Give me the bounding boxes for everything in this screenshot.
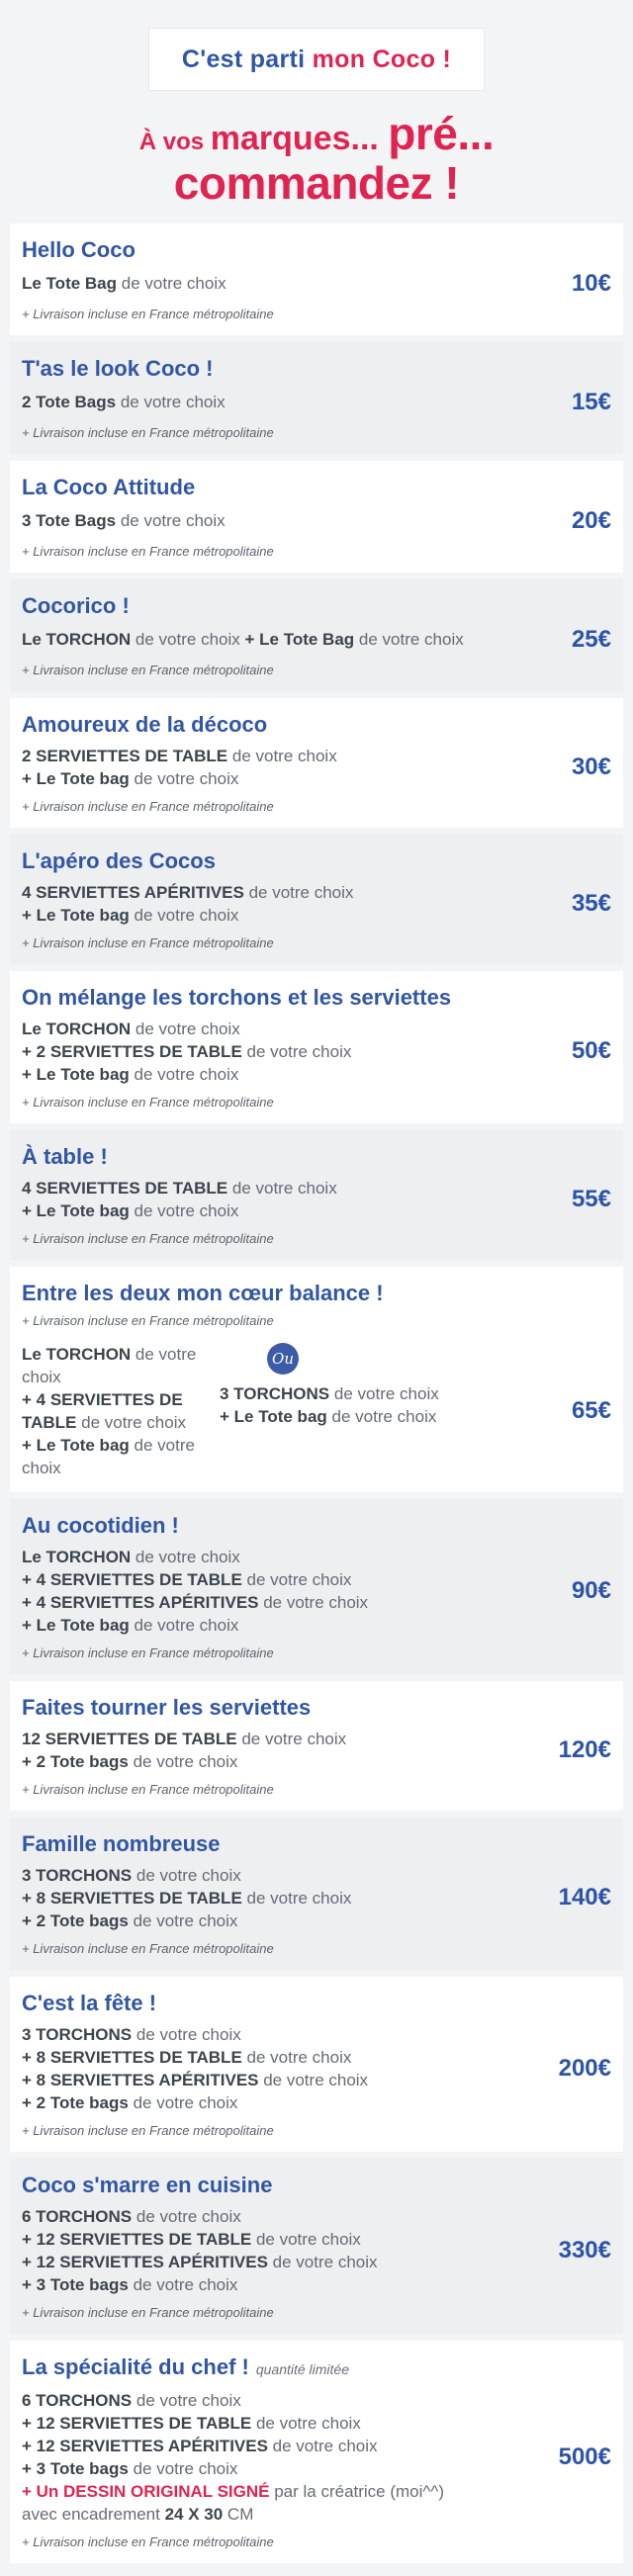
item-product: + 3 Tote bags [22, 2274, 129, 2294]
reward-price: 30€ [571, 753, 611, 780]
shipping-note: + Livraison incluse en France métropolitaine [22, 306, 274, 321]
shipping-note: + Livraison incluse en France métropolitaine [22, 424, 274, 440]
reward-items [22, 1864, 551, 1932]
item-text: de votre choix [131, 630, 245, 650]
item-text: de votre choix [227, 1178, 337, 1198]
reward-title: Amoureux de la décoco [22, 711, 268, 737]
reward-title: La Coco Attitude [22, 474, 196, 499]
tagline-line1 [0, 108, 633, 159]
reward-title: Faites tourner les serviettes [22, 1694, 312, 1720]
reward-item [22, 2023, 551, 2046]
item-product: + 2 SERVIETTES DE TABLE [22, 1041, 242, 1061]
reward-item [22, 881, 564, 904]
reward-item [220, 1382, 564, 1405]
item-text: de votre choix [129, 1200, 239, 1220]
reward-item [22, 1018, 564, 1040]
item-text: de votre choix [243, 882, 354, 902]
item-text: de votre choix [116, 393, 226, 412]
reward-items [22, 2205, 551, 2296]
reward-body [22, 2389, 611, 2526]
item-text: de votre choix [241, 1569, 352, 1589]
reward-item [22, 1199, 564, 1222]
reward-card [10, 461, 623, 573]
item-text: de votre choix [241, 2047, 352, 2067]
reward-body [22, 1864, 611, 1932]
reward-item [22, 1728, 551, 1750]
item-text: de votre choix [251, 2413, 361, 2433]
item-product: + 2 Tote bags [22, 1910, 129, 1930]
reward-price: 330€ [558, 2236, 611, 2264]
reward-body [22, 881, 611, 927]
reward-items [22, 1177, 564, 1222]
item-product: + 4 SERVIETTES APÉRITIVES [22, 1592, 259, 1612]
item-text: de votre choix [227, 746, 337, 765]
title-part-blue: C'est parti [181, 44, 313, 73]
reward-item [22, 767, 564, 790]
item-text: de votre choix [132, 1865, 241, 1885]
reward-card [10, 971, 623, 1123]
reward-price: 55€ [571, 1185, 611, 1212]
reward-body [22, 1343, 611, 1479]
reward-price: 50€ [571, 1037, 611, 1065]
reward-item [22, 2205, 551, 2228]
option-a [22, 1343, 220, 1479]
reward-item [22, 2273, 551, 2296]
reward-item [22, 1434, 220, 1479]
shipping-note: + Livraison incluse en France métropolitaine [22, 798, 274, 814]
shipping-note: + Livraison incluse en France métropolitaine [22, 1781, 274, 1797]
item-product: 2 SERVIETTES DE TABLE [22, 746, 228, 765]
item-product: + 2 Tote bags [22, 1751, 129, 1771]
item-product: + Le Tote bag [220, 1406, 327, 1426]
item-text: de votre choix [129, 1064, 239, 1084]
item-product: + 8 SERVIETTES APÉRITIVES [22, 2070, 259, 2089]
reward-price: 35€ [571, 889, 611, 917]
reward-item [22, 1388, 220, 1434]
item-product: 24 X 30 [164, 2504, 224, 2524]
item-product: 6 TORCHONS [22, 2206, 133, 2226]
reward-item [22, 1614, 564, 1637]
reward-item [22, 1750, 551, 1773]
tagline-marques: marques... [210, 120, 389, 157]
reward-card [10, 223, 623, 335]
reward-items [22, 1018, 564, 1086]
item-text: de votre choix [354, 630, 464, 650]
tagline [0, 108, 633, 209]
tagline-pre: pré... [388, 108, 495, 159]
title-part-pink: mon Coco ! [312, 44, 452, 73]
item-product: + 3 Tote bags [22, 2458, 129, 2478]
reward-item [22, 509, 564, 532]
reward-price: 25€ [571, 625, 611, 653]
reward-title: Cocorico ! [22, 592, 130, 618]
item-text: CM [223, 2504, 254, 2524]
item-text: de votre choix [128, 1910, 238, 1930]
reward-items [22, 391, 564, 413]
reward-title: L'apéro des Cocos [22, 847, 216, 873]
reward-item [22, 1343, 220, 1388]
reward-item [22, 2046, 551, 2069]
reward-card [10, 698, 623, 828]
reward-title: C'est la fête ! [22, 1990, 157, 2015]
item-product: + Le Tote bag [22, 905, 130, 925]
item-text: de votre choix [326, 1406, 437, 1426]
item-product: 2 Tote Bags [22, 393, 117, 412]
item-text: de votre choix [129, 1615, 239, 1635]
reward-price: 200€ [558, 2054, 611, 2082]
reward-price: 20€ [571, 506, 611, 534]
reward-card [10, 1681, 623, 1811]
item-text: de votre choix [131, 1547, 240, 1566]
reward-body [22, 2205, 611, 2296]
reward-title: Au cocotidien ! [22, 1512, 179, 1538]
reward-price: 500€ [558, 2443, 611, 2470]
item-text: de votre choix [329, 1383, 439, 1403]
reward-item [22, 2480, 551, 2503]
shipping-note: + Livraison incluse en France métropolitaine [22, 2122, 274, 2138]
shipping-note: + Livraison incluse en France métropolitaine [22, 1094, 274, 1110]
reward-item [22, 1887, 551, 1910]
reward-item [22, 1910, 551, 1932]
item-product: Le TORCHON [22, 630, 132, 650]
reward-price: 65€ [571, 1396, 611, 1424]
item-text: de votre choix [258, 1592, 369, 1612]
reward-items [22, 628, 564, 651]
item-product: Le TORCHON [22, 1547, 132, 1566]
item-text: de votre choix [76, 1412, 186, 1432]
reward-body [22, 270, 611, 298]
item-text: de votre choix [236, 1729, 347, 1748]
or-badge-icon: Ou [267, 1343, 299, 1375]
item-text: de votre choix [128, 2092, 238, 2112]
reward-items [22, 745, 564, 790]
reward-items [22, 509, 564, 532]
reward-body [22, 2023, 611, 2114]
reward-item [22, 2069, 551, 2091]
item-text: de votre choix [128, 1751, 238, 1771]
item-product: 4 SERVIETTES APÉRITIVES [22, 882, 244, 902]
item-text: de votre choix [22, 1344, 197, 1386]
reward-price: 120€ [558, 1735, 611, 1763]
item-product: + 4 SERVIETTES DE TABLE [22, 1569, 242, 1589]
shipping-note: + Livraison incluse en France métropolitaine [22, 934, 274, 950]
item-product: + Le Tote bag [22, 1615, 130, 1635]
item-product: + 12 SERVIETTES APÉRITIVES [22, 2252, 268, 2271]
reward-card [10, 1130, 623, 1260]
reward-card [10, 342, 623, 454]
reward-title: La spécialité du chef ! quantité limitée [22, 2354, 350, 2379]
item-text: de votre choix [132, 2390, 241, 2410]
reward-body [22, 1018, 611, 1086]
item-highlight: + Un DESSIN ORIGINAL SIGNÉ [22, 2481, 270, 2501]
reward-body [22, 626, 611, 654]
reward-title: Hello Coco [22, 236, 136, 262]
reward-body [22, 1177, 611, 1222]
item-product: + 12 SERVIETTES DE TABLE [22, 2413, 252, 2433]
item-product: 12 SERVIETTES DE TABLE [22, 1729, 237, 1748]
reward-price: 15€ [571, 388, 611, 415]
reward-items [22, 1728, 551, 1773]
option-b [220, 1343, 564, 1428]
item-text: de votre choix [132, 2206, 241, 2226]
tagline-avos: À vos [138, 129, 211, 155]
reward-body [22, 1546, 611, 1637]
reward-title: Coco s'marre en cuisine [22, 2172, 273, 2197]
reward-price: 10€ [571, 269, 611, 297]
shipping-note: + Livraison incluse en France métropolitaine [22, 1644, 274, 1660]
item-text: de votre choix [129, 905, 239, 925]
reward-card [10, 1267, 623, 1492]
reward-item [22, 2412, 551, 2435]
reward-items [22, 1546, 564, 1637]
reward-item [22, 2251, 551, 2273]
reward-item [22, 1591, 564, 1614]
reward-item [22, 1063, 564, 1086]
reward-items [22, 2023, 551, 2114]
reward-body [22, 745, 611, 790]
item-text: de votre choix [267, 2252, 378, 2271]
item-text: de votre choix [131, 1019, 240, 1038]
reward-item [22, 2457, 551, 2480]
title-box [148, 28, 485, 91]
reward-item [22, 391, 564, 413]
item-text: de votre choix [267, 2436, 378, 2455]
item-product: Le TORCHON [22, 1019, 132, 1038]
reward-item [22, 272, 564, 295]
item-product: + 2 Tote bags [22, 2092, 129, 2112]
item-product: + 12 SERVIETTES APÉRITIVES [22, 2436, 268, 2455]
item-text: de votre choix [22, 1435, 195, 1477]
reward-card [10, 2341, 623, 2563]
shipping-note: + Livraison incluse en France métropolitaine [22, 1940, 274, 1956]
item-text: de votre choix [241, 1888, 352, 1908]
item-product: 4 SERVIETTES DE TABLE [22, 1178, 228, 1198]
reward-card [10, 579, 623, 691]
item-text: de votre choix [117, 274, 226, 294]
item-product: 3 Tote Bags [22, 511, 117, 531]
reward-items [22, 2389, 551, 2526]
reward-card [10, 835, 623, 964]
reward-card [10, 1818, 623, 1970]
reward-items [22, 881, 564, 927]
reward-item [220, 1405, 564, 1428]
shipping-note: + Livraison incluse en France métropolitaine [22, 662, 274, 677]
reward-item [22, 2503, 551, 2526]
item-product: + 12 SERVIETTES DE TABLE [22, 2229, 252, 2249]
reward-item [22, 628, 564, 651]
reward-price: 140€ [558, 1884, 611, 1911]
item-product: + 4 SERVIETTES DE TABLE [22, 1389, 183, 1432]
reward-item [22, 2228, 551, 2251]
reward-list [0, 208, 633, 2576]
item-text: de votre choix [241, 1041, 352, 1061]
shipping-note: + Livraison incluse en France métropolitaine [22, 2304, 274, 2320]
shipping-note: + Livraison incluse en France métropolitaine [22, 1312, 274, 1328]
reward-item [22, 745, 564, 767]
item-product: + Le Tote Bag [244, 630, 355, 650]
item-text: de votre choix [132, 2024, 241, 2044]
item-product: + 8 SERVIETTES DE TABLE [22, 2047, 242, 2067]
item-product: + Le Tote bag [22, 1200, 130, 1220]
reward-title: T'as le look Coco ! [22, 355, 214, 381]
reward-body [22, 507, 611, 535]
item-product: Le TORCHON [22, 1344, 132, 1364]
item-product: + Le Tote bag [22, 1064, 130, 1084]
quantity-limited-note: quantité limitée [255, 2360, 350, 2377]
item-text: de votre choix [251, 2229, 361, 2249]
reward-item [22, 1177, 564, 1199]
item-text: avec encadrement [22, 2504, 165, 2524]
reward-item [22, 1546, 564, 1568]
reward-item [22, 2435, 551, 2457]
item-product: Le Tote Bag [22, 274, 118, 294]
reward-title: Entre les deux mon cœur balance ! [22, 1280, 384, 1305]
reward-item [22, 1040, 564, 1063]
reward-item [22, 1864, 551, 1887]
reward-body [22, 1728, 611, 1773]
reward-title: Famille nombreuse [22, 1830, 221, 1856]
reward-title: À table ! [22, 1143, 108, 1169]
reward-items [22, 1343, 564, 1479]
item-text: de votre choix [129, 768, 239, 788]
reward-item [22, 2389, 551, 2412]
reward-card [10, 2159, 623, 2334]
reward-body [22, 389, 611, 416]
item-text: de votre choix [116, 511, 226, 531]
item-product: + 8 SERVIETTES DE TABLE [22, 1888, 242, 1908]
item-product: + Le Tote bag [22, 1435, 130, 1455]
page-header [0, 0, 633, 208]
reward-item [22, 904, 564, 927]
tagline-line2: commandez ! [173, 156, 460, 209]
item-text: de votre choix [258, 2070, 369, 2089]
item-text: de votre choix [128, 2274, 238, 2294]
reward-title: On mélange les torchons et les serviettes [22, 984, 452, 1010]
item-product: 3 TORCHONS [22, 1865, 133, 1885]
item-text: de votre choix [128, 2458, 238, 2478]
reward-card [10, 1499, 623, 1674]
item-product: + Le Tote bag [22, 768, 130, 788]
either-or-options [22, 1343, 564, 1479]
reward-items [22, 272, 564, 295]
item-product: 3 TORCHONS [22, 2024, 133, 2044]
shipping-note: + Livraison incluse en France métropolitaine [22, 543, 274, 559]
item-text: par la créatrice (moi^^) [269, 2481, 445, 2501]
reward-card [10, 1977, 623, 2152]
reward-item [22, 2091, 551, 2114]
item-product: 6 TORCHONS [22, 2390, 133, 2410]
shipping-note: + Livraison incluse en France métropolitaine [22, 2533, 274, 2549]
reward-price: 90€ [571, 1576, 611, 1604]
item-product: 3 TORCHONS [220, 1383, 330, 1403]
shipping-note: + Livraison incluse en France métropolitaine [22, 1230, 274, 1246]
reward-item [22, 1568, 564, 1591]
